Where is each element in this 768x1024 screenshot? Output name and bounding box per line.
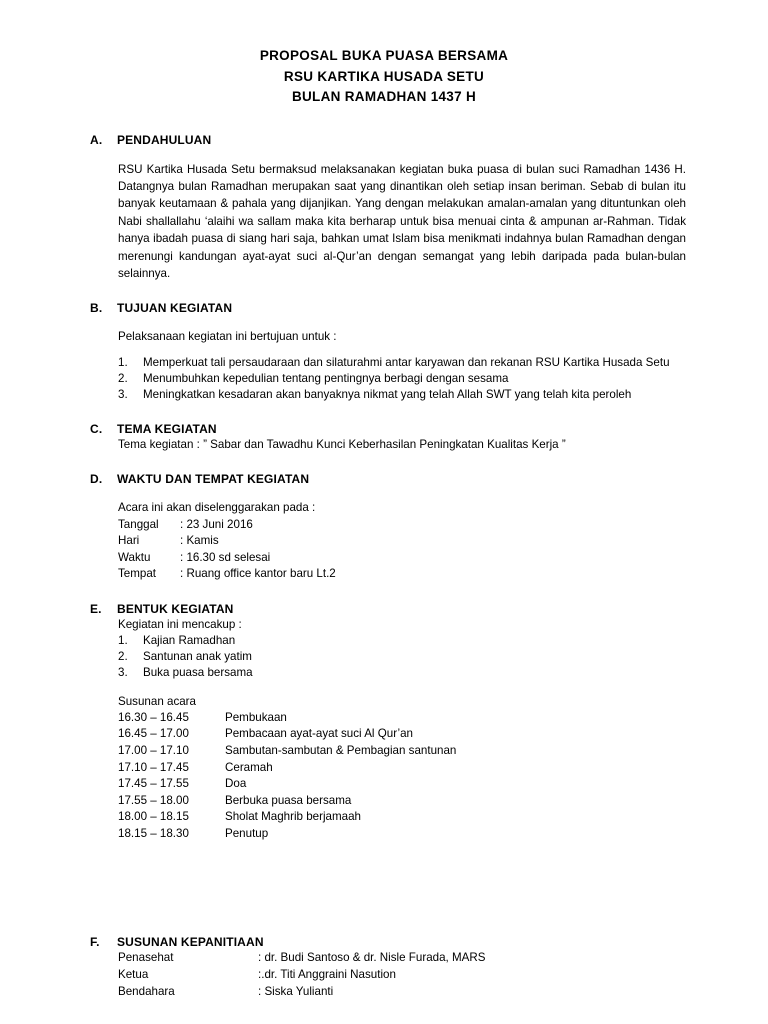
section-c-heading [90, 421, 768, 437]
section-d-title: WAKTU DAN TEMPAT KEGIATAN [117, 472, 310, 487]
committee-row-bendahara [118, 984, 768, 1001]
committee-row-penasehat [118, 950, 768, 967]
list-item-number: 1. [118, 355, 128, 369]
schedule-row [118, 743, 768, 760]
detail-value: : Kamis [180, 534, 219, 548]
section-e-heading [90, 601, 768, 617]
schedule-activity: Doa [225, 777, 247, 791]
list-item-text: Santunan anak yatim [143, 649, 252, 663]
list-item-text: Meningkatkan kesadaran akan banyaknya nikmat yang telah Allah SWT yang telah kita peroleh [143, 387, 632, 401]
list-item [118, 649, 703, 665]
bentuk-intro: Kegiatan ini mencakup : [118, 617, 242, 631]
document-title [0, 0, 768, 108]
schedule-activity: Ceramah [225, 760, 273, 774]
susunan-acara-title: Susunan acara [118, 694, 196, 708]
schedule-activity: Pembukaan [225, 710, 287, 724]
detail-key: Waktu [118, 550, 151, 564]
tema-line: Tema kegiatan : ” Sabar dan Tawadhu Kunci Keberhasilan Peningkatan Kualitas Kerja ” [118, 438, 566, 452]
schedule-time: 17.00 – 17.10 [118, 743, 189, 757]
waktu-intro: Acara ini akan diselenggarakan pada : [118, 501, 316, 515]
detail-row-waktu [118, 550, 768, 567]
schedule-time: 17.55 – 18.00 [118, 793, 189, 807]
title-line-1: PROPOSAL BUKA PUASA BERSAMA [259, 48, 509, 63]
list-item-number: 2. [118, 649, 128, 663]
section-tema-kegiatan [0, 421, 768, 453]
schedule-row [118, 760, 768, 777]
committee-name: : dr. Budi Santoso & dr. Nisle Furada, MARS [258, 951, 486, 965]
section-b-title: TUJUAN KEGIATAN [117, 301, 233, 316]
schedule-time: 18.15 – 18.30 [118, 826, 189, 840]
schedule-activity: Berbuka puasa bersama [225, 793, 352, 807]
section-bentuk-kegiatan [0, 601, 768, 843]
list-item [118, 665, 703, 681]
schedule-time: 16.45 – 17.00 [118, 727, 189, 741]
schedule-activity: Pembacaan ayat-ayat suci Al Qur’an [225, 727, 413, 741]
schedule-row [118, 826, 768, 843]
schedule-row [118, 776, 768, 793]
detail-row-hari [118, 533, 768, 550]
committee-role: Bendahara [118, 984, 175, 998]
section-d-heading [90, 471, 768, 487]
committee-role: Penasehat [118, 951, 174, 965]
susunan-acara-table [118, 710, 768, 843]
section-susunan-kepanitiaan [0, 934, 768, 1000]
section-pendahuluan [0, 132, 768, 283]
list-item [118, 371, 703, 387]
section-f-heading [90, 934, 768, 950]
section-b-letter: B. [90, 301, 103, 316]
detail-value: : Ruang office kantor baru Lt.2 [180, 567, 336, 581]
committee-name: : Siska Yulianti [258, 984, 334, 998]
list-item-text: Kajian Ramadhan [143, 634, 236, 648]
section-b-heading [90, 300, 768, 316]
detail-key: Tempat [118, 567, 157, 581]
section-a-heading [90, 132, 768, 148]
detail-row-tempat [118, 566, 768, 583]
section-c-letter: C. [90, 422, 103, 437]
section-a-paragraph: RSU Kartika Husada Setu bermaksud melaksanakan kegiatan buka puasa di bulan suci Ramadhan 1436 H. Datangnya bulan Ramadhan merupakan saat yang dinantikan oleh setiap insan beriman. Sebab di bulan itu banyak keutamaan & pahala yang dijanjikan. Yang dengan melakukan amalan-amalan yang dituntunkan oleh Nabi shallallahu ‘alaihi wa sallam maka kita berharap untuk bisa menuai cinta & ampunan ar-Rahman. Tidak hanya ibadah puasa di siang hari saja, bahkan umat Islam bisa menikmati indahnya bulan Ramadhan dengan merenungi kandungan ayat-ayat suci al-Qur’an dengan semangat yang lebih daripada pada bulan-bulan selainnya. [118, 162, 686, 280]
detail-row-tanggal [118, 517, 768, 534]
schedule-time: 18.00 – 18.15 [118, 810, 189, 824]
list-item [118, 633, 703, 649]
section-d-letter: D. [90, 472, 103, 487]
title-line-2: RSU KARTIKA HUSADA SETU [283, 68, 485, 84]
title-line-3: BULAN RAMADHAN 1437 H [291, 89, 477, 104]
section-a-title: PENDAHULUAN [117, 132, 212, 147]
schedule-time: 16.30 – 16.45 [118, 710, 189, 724]
list-item-text: Menumbuhkan kepedulian tentang pentingnya berbagi dengan sesama [143, 371, 509, 385]
schedule-activity: Sambutan-sambutan & Pembagian santunan [225, 743, 457, 757]
list-item-text: Memperkuat tali persaudaraan dan silaturahmi antar karyawan dan rekanan RSU Kartika Husada Setu [143, 355, 670, 369]
committee-row-ketua [118, 967, 768, 984]
schedule-activity: Sholat Maghrib berjamaah [225, 810, 361, 824]
section-e-title: BENTUK KEGIATAN [117, 601, 234, 616]
section-f-letter: F. [90, 935, 100, 950]
section-f-title: SUSUNAN KEPANITIAAN [117, 935, 264, 950]
list-item-number: 3. [118, 387, 128, 401]
detail-value: : 16.30 sd selesai [180, 550, 271, 564]
bentuk-kegiatan-list [118, 633, 768, 680]
list-item [118, 387, 703, 403]
tujuan-list [118, 355, 768, 404]
list-item-number: 3. [118, 665, 128, 679]
schedule-row [118, 809, 768, 826]
schedule-time: 17.45 – 17.55 [118, 777, 189, 791]
section-tujuan-kegiatan [0, 300, 768, 403]
list-item-number: 1. [118, 634, 128, 648]
section-waktu-tempat [0, 471, 768, 583]
section-a-letter: A. [90, 132, 103, 147]
list-item-text: Buka puasa bersama [143, 665, 253, 679]
detail-key: Tanggal [118, 517, 159, 531]
schedule-time: 17.10 – 17.45 [118, 760, 189, 774]
section-e-letter: E. [90, 601, 102, 616]
list-item [118, 355, 703, 371]
detail-key: Hari [118, 534, 140, 548]
committee-name: :.dr. Titi Anggraini Nasution [258, 968, 396, 982]
list-item-number: 2. [118, 371, 128, 385]
detail-value: : 23 Juni 2016 [180, 517, 253, 531]
schedule-activity: Penutup [225, 826, 269, 840]
section-c-title: TEMA KEGIATAN [117, 422, 217, 437]
schedule-row [118, 793, 768, 810]
schedule-row [118, 710, 768, 727]
schedule-row [118, 726, 768, 743]
committee-role: Ketua [118, 968, 149, 982]
section-b-intro: Pelaksanaan kegiatan ini bertujuan untuk : [118, 330, 337, 344]
